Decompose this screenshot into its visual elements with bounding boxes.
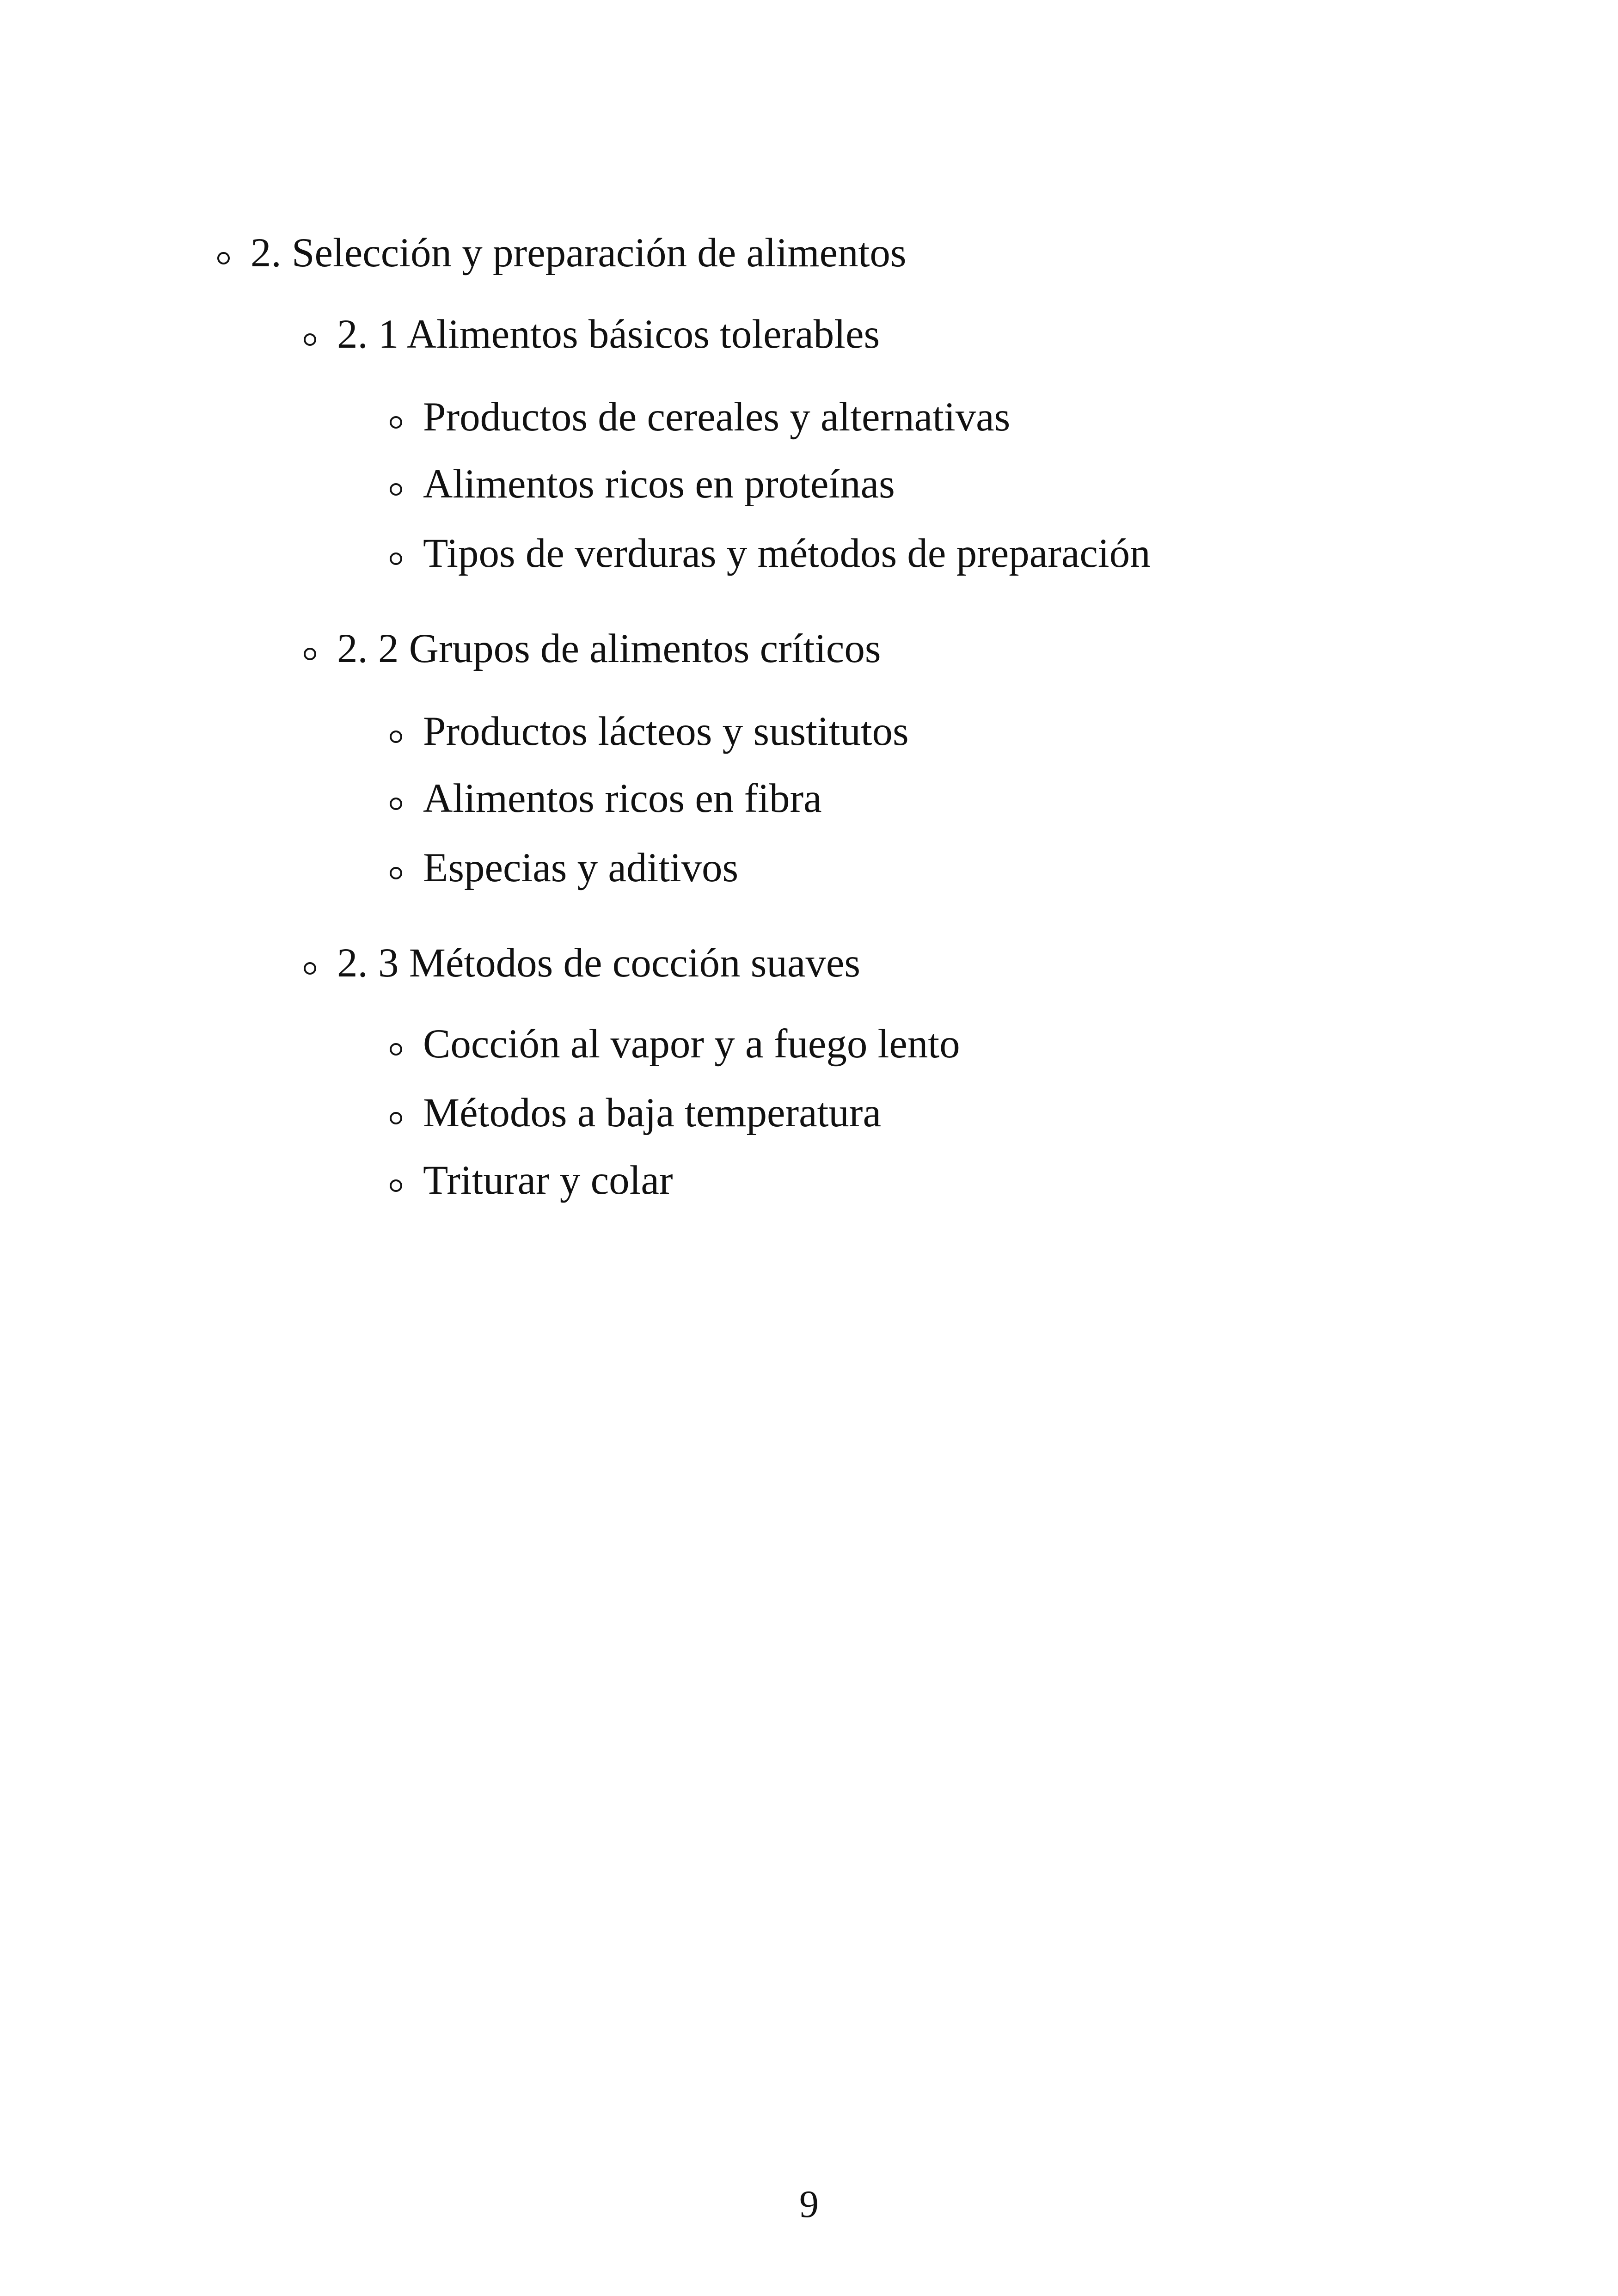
hollow-circle-bullet-icon	[390, 775, 423, 822]
hollow-circle-bullet-icon	[390, 530, 423, 577]
outline-item-section-2-1	[304, 311, 880, 357]
outline-item-label: Cocción al vapor y a fuego lento	[423, 1021, 960, 1067]
hollow-circle-bullet-icon	[390, 1157, 423, 1203]
hollow-circle-bullet-icon	[390, 845, 423, 891]
hollow-circle-bullet-icon	[304, 626, 337, 672]
outline-item-label: Productos lácteos y sustitutos	[423, 709, 909, 754]
outline-item-label: Especias y aditivos	[423, 845, 739, 890]
outline-item	[390, 1090, 881, 1136]
outline-item-label: Alimentos ricos en fibra	[423, 776, 822, 821]
outline-item	[390, 845, 738, 891]
hollow-circle-bullet-icon	[390, 708, 423, 755]
outline-item-label: Alimentos ricos en proteínas	[423, 461, 895, 507]
hollow-circle-bullet-icon	[390, 461, 423, 507]
outline-item	[390, 1157, 673, 1203]
outline-item-label: Tipos de verduras y métodos de preparación	[423, 531, 1151, 576]
hollow-circle-bullet-icon	[217, 230, 251, 276]
outline-item	[390, 530, 1151, 577]
page-number: 9	[799, 2183, 819, 2226]
outline-item-label: 2. Selección y preparación de alimentos	[251, 230, 907, 276]
outline-item	[390, 461, 895, 507]
outline-item	[390, 708, 909, 755]
hollow-circle-bullet-icon	[304, 311, 337, 357]
outline-item-label: 2. 3 Métodos de cocción suaves	[337, 940, 861, 986]
hollow-circle-bullet-icon	[390, 1090, 423, 1136]
outline-item-label: 2. 2 Grupos de alimentos críticos	[337, 626, 881, 671]
outline-item-section-2	[217, 230, 907, 276]
outline-item-label: Productos de cereales y alternativas	[423, 394, 1011, 440]
outline-item	[390, 1021, 960, 1067]
outline-item-section-2-3	[304, 940, 860, 986]
outline-item-label: Triturar y colar	[423, 1158, 673, 1203]
outline-item-label: 2. 1 Alimentos básicos tolerables	[337, 312, 880, 357]
hollow-circle-bullet-icon	[304, 940, 337, 986]
outline-item	[390, 775, 822, 822]
outline-item-section-2-2	[304, 626, 881, 672]
hollow-circle-bullet-icon	[390, 394, 423, 440]
outline-item-label: Métodos a baja temperatura	[423, 1090, 881, 1136]
outline-item	[390, 394, 1010, 440]
hollow-circle-bullet-icon	[390, 1021, 423, 1067]
